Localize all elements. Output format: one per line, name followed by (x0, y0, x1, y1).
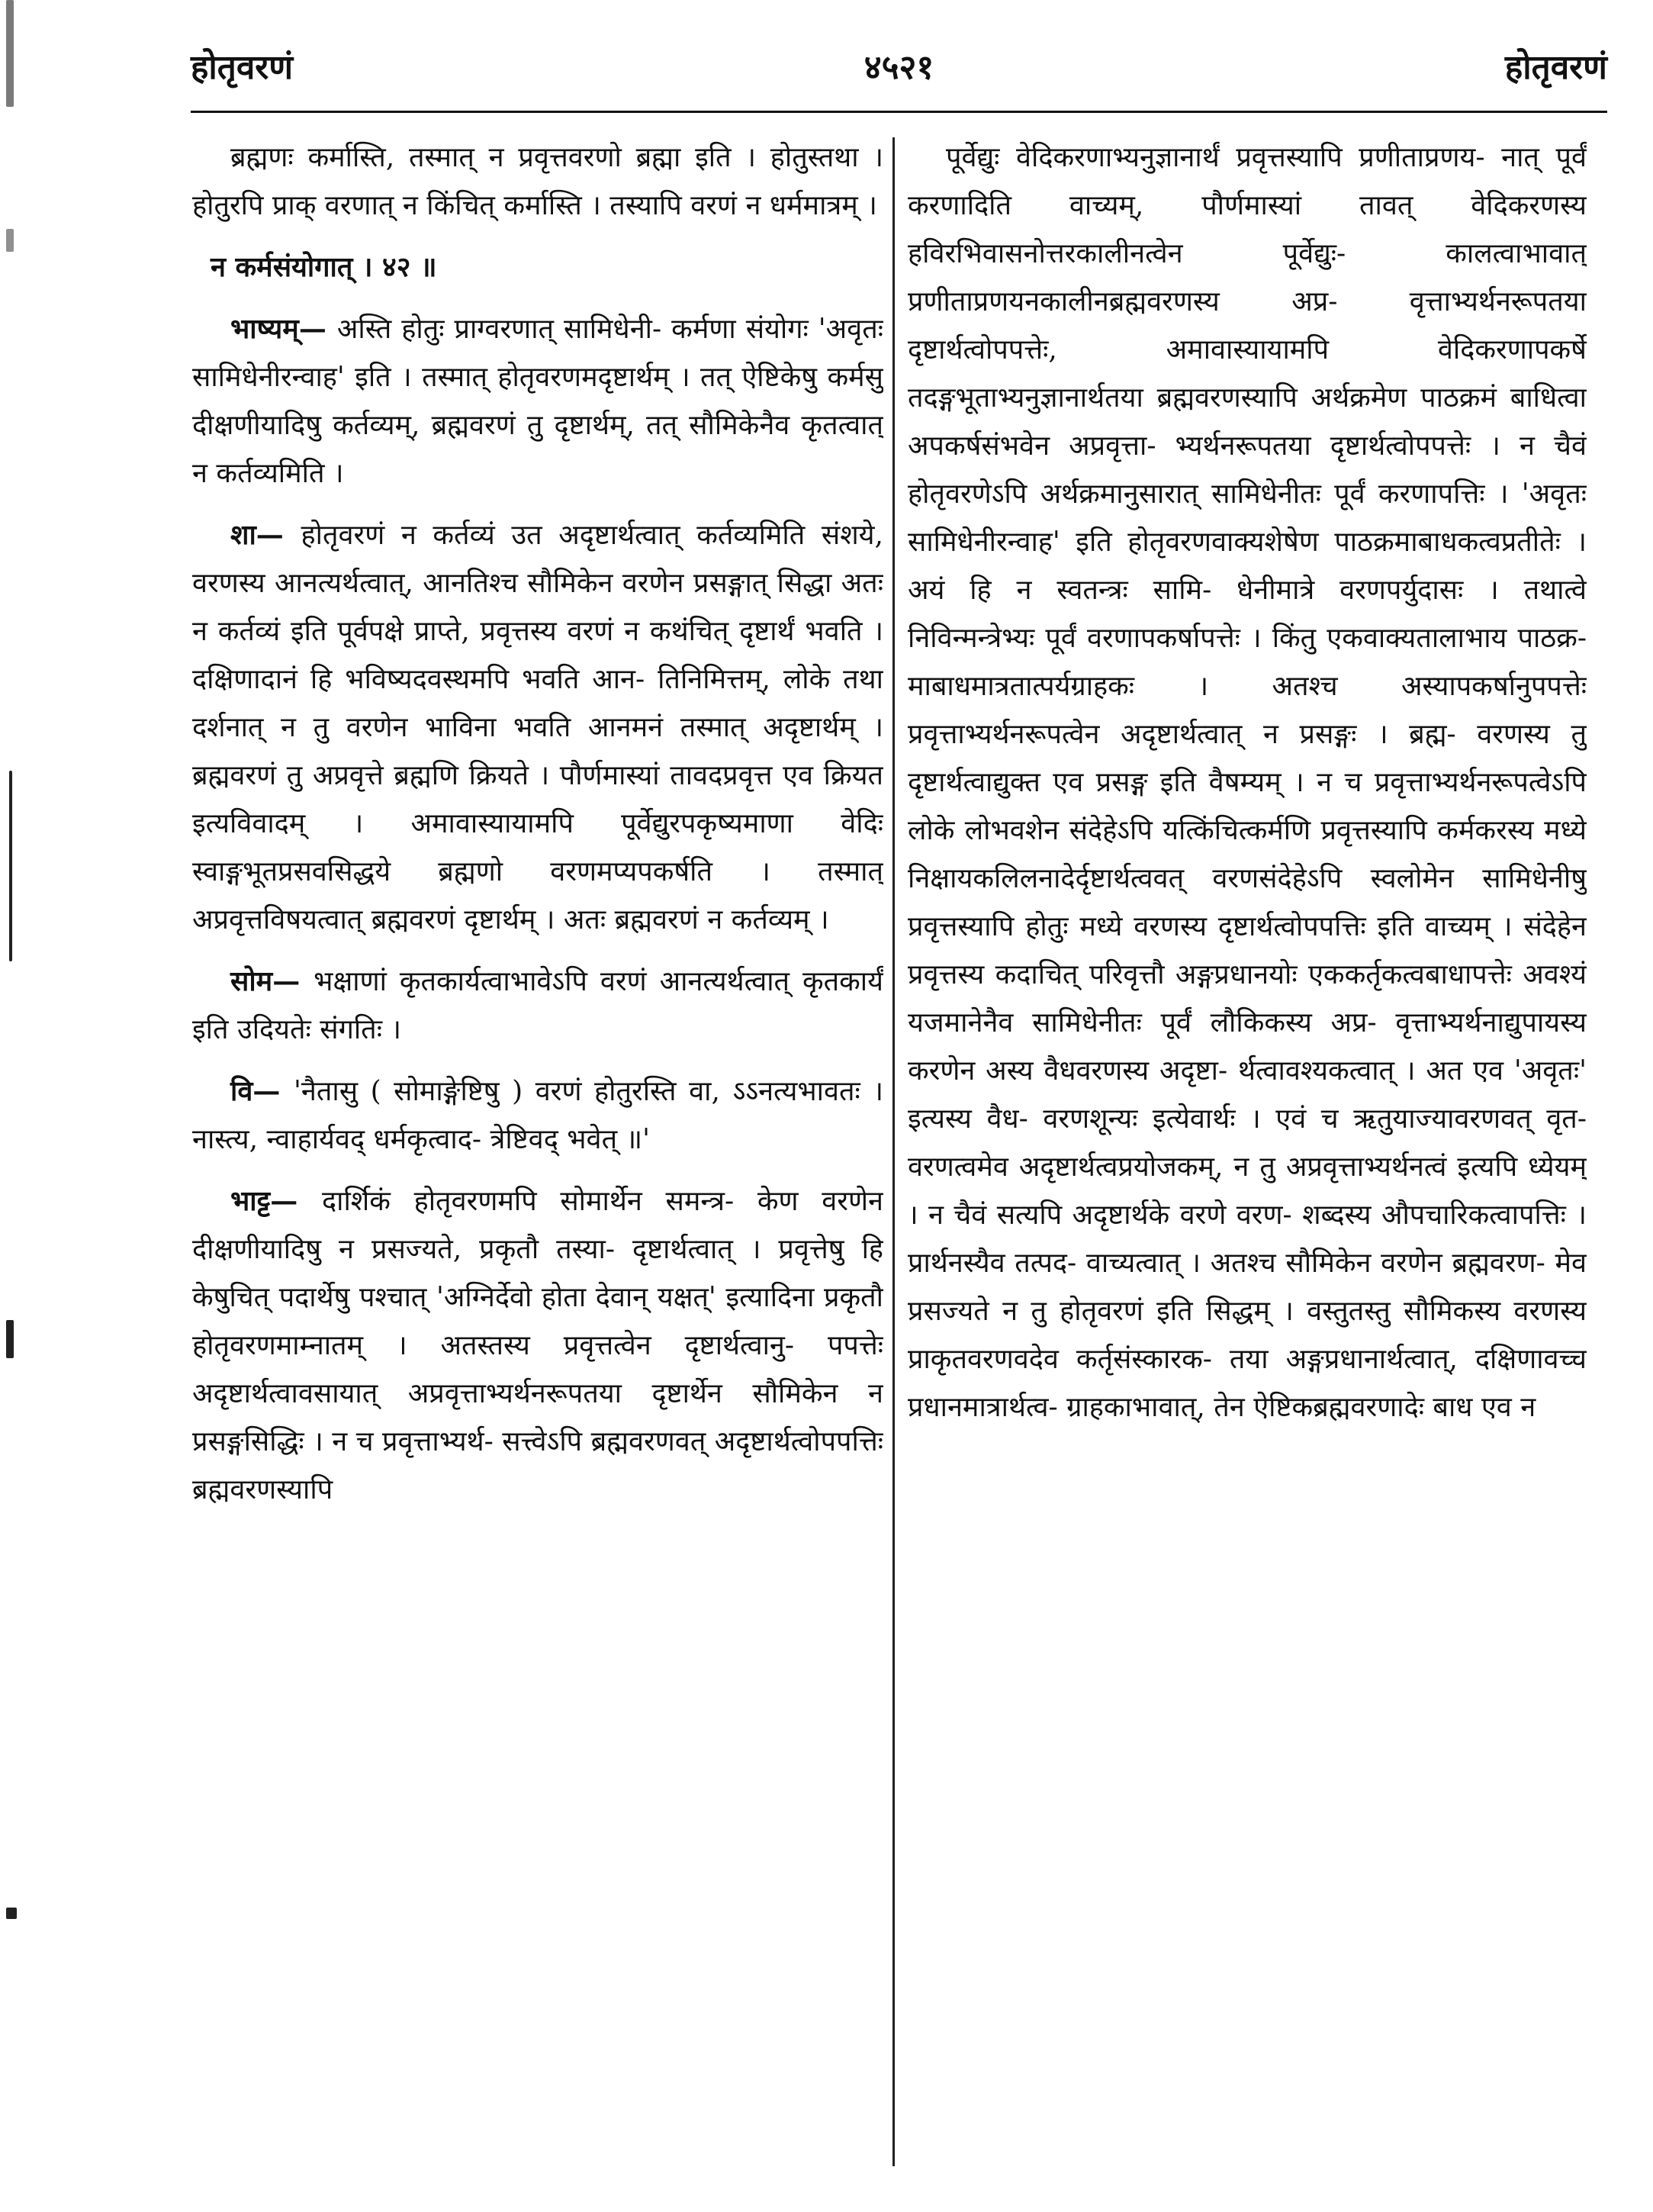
commentary-section (192, 1067, 883, 1164)
column-divider (892, 137, 895, 2166)
right-column (908, 134, 1587, 2181)
text-line: तस्मात् अप्रवृत्तविषयत्वात् ब्रह्मवरणं दृष्टार्थम् । अतः (192, 856, 883, 935)
section-label: सोम— (230, 965, 314, 997)
text-line: दार्शिकं होतृवरणमपि सोमार्थेन समन्त्र- (322, 1186, 735, 1217)
margin-mark (9, 771, 12, 961)
text-line: अर्थक्रमानुसारात् सामिधेनीतः पूर्वं करणापत्तिः । (1040, 478, 1509, 510)
sutra-text (192, 243, 883, 291)
text-line: प्रवृत्ताभ्यर्थनरूपत्वेन अदृष्टार्थत्वात् न प्रसङ्गः । ब्रह्म- (908, 719, 1456, 750)
text-line: वरणापकर्षापत्तेः । किंतु एकवाक्यतालाभाय पाठक्र- (1086, 623, 1587, 654)
text-line: ब्रह्मवरणं न कर्तव्यम् । (614, 904, 829, 935)
text-line: वरणस्य तु दृष्टार्थत्वाद्युक्त एव प्रसङ्ग इति वैषम्यम् । (908, 719, 1587, 798)
text-line: ब्रह्मणि क्रियते । पौर्णमास्यां तावदप्रवृत्त एव क्रियत (394, 760, 883, 791)
page-header (191, 31, 1607, 113)
text-line: तस्यापि वरणं न धर्ममात्रम् । (609, 190, 877, 221)
text-line: वरणत्वमेव अदृष्टार्थत्वप्रयोजकम्, न तु अप्रवृत्ताभ्यर्थनत्वं (908, 1151, 1447, 1183)
text-line: वेदिः स्वाङ्गभूतप्रसवसिद्धये ब्रह्मणो वरणमप्यपकर्षति । (192, 808, 883, 887)
commentary-section (192, 305, 883, 497)
text-line: वृत्ताभ्यर्थनाद्युपायस्य करणेन अस्य वैधवरणस्य अदृष्टा- (908, 1007, 1587, 1087)
text-line: तस्मात् होतृवरणमदृष्टार्थम् । तत् ऐष्टिकेषु कर्मसु (422, 362, 883, 393)
text-paragraph (908, 134, 1587, 1431)
text-line: भवति आनमनं तस्मात् अदृष्टार्थम् । ब्रह्मवरणं तु अप्रवृत्ते (192, 712, 883, 791)
text-line: तिनिमित्तम्, लोके तथा दर्शनात् न तु वरणेन भाविना (192, 664, 883, 743)
text-line: सौमिकेन वरणेन प्रसङ्गात् सिद्धा अतः न कर्तव्यं इति (192, 568, 883, 647)
text-line: 'नैतासु ( सोमाङ्गेष्टिषु ) वरणं होतुरस्ति (293, 1076, 677, 1107)
text-line: सौमिकस्य वरणस्य प्राकृतवरणवदेव कर्तृसंस्कारक- (908, 1296, 1587, 1375)
section-label: भाष्यम्— (230, 313, 337, 345)
text-line: त्रेष्टिवद् भवेत् ॥' (490, 1124, 650, 1155)
text-line: आनत्यर्थत्वात् कृतकार्यं इति उदियतेः संगतिः । (192, 966, 883, 1045)
text-line: कर्मणा संयोगः 'अवृतः सामिधेनीरन्वाह' इति । (192, 314, 883, 393)
text-line: दृष्टार्थेन सौमिकेन न प्रसङ्गसिद्धिः । न च प्रवृत्ताभ्यर्थ- (192, 1378, 883, 1457)
text-line: भक्षाणां कृतकार्यत्वाभावेऽपि वरणं (314, 966, 647, 997)
margin-mark (6, 1908, 17, 1919)
text-line: पपत्तेः अदृष्टार्थत्वावसायात् अप्रवृत्ताभ्यर्थनरूपतया (192, 1330, 883, 1409)
text-line: 'अवृतः सामिधेनीरन्वाह' इति होतृवरणवाक्यशेषेण (908, 478, 1587, 558)
text-line: दीक्षणीयादिषु कर्तव्यम्, ब्रह्मवरणं तु दृष्टार्थम्, तत् (192, 410, 678, 441)
margin-mark (6, 1320, 14, 1358)
text-line: पाठक्रमाबाधकत्वप्रतीतेः । अयं हि न स्वतन्त्रः सामि- (908, 526, 1587, 606)
text-line: अर्थक्रमेण पाठक्रमं बाधित्वा अपकर्षसंभवेन अप्रवृत्ता- (908, 382, 1587, 462)
text-line: 'अग्निर्देवो होता देवान् यक्षत्' इत्यादिना प्रकृतौ (436, 1282, 883, 1313)
left-column (192, 134, 883, 2181)
text-paragraph (192, 134, 883, 230)
text-line: होतुस्तथा । होतुरपि प्राक् वरणात् न किंचित् कर्मास्ति । (192, 142, 883, 221)
section-label: शा— (230, 519, 301, 551)
text-line: इत्यविवादम् । अमावास्यायामपि पूर्वेद्युरपकृष्यमाणा (192, 808, 793, 839)
text-line: न च प्रवृत्ताभ्यर्थनरूपत्वेऽपि लोके लोभवशेन (908, 767, 1587, 846)
text-line: वेदिकरणापकर्षे तदङ्गभूताभ्यनुज्ञानार्थतया ब्रह्मवरणस्यापि (908, 334, 1587, 414)
text-line: र्थत्वावश्यकत्वात् । अत एव 'अवृतः' इत्यस्य वैध- (908, 1055, 1587, 1135)
text-line: केण वरणेन दीक्षणीयादिषु न प्रसज्यते, प्रकृतौ तस्या- (192, 1186, 883, 1265)
text-line: शब्दस्य औपचारिकत्वापत्तिः । प्रार्थनस्यैव तत्पद- (908, 1199, 1587, 1279)
text-line: वेदिकरणस्य हविरभिवासनोत्तरकालीनत्वेन पूर्वेद्युः- (908, 190, 1587, 269)
commentary-section (192, 958, 883, 1054)
text-line: कालत्वाभावात् प्रणीताप्रणयनकालीनब्रह्मवरणस्य अप्र- (908, 238, 1587, 317)
text-line: कदाचित् परिवृत्तौ अङ्गप्रधानयोः एककर्तृकत्वबाधापत्तेः (995, 959, 1512, 990)
text-line: पूर्वपक्षे प्राप्ते, प्रवृत्तस्य वरणं न कथंचित् दृष्टार्थं (337, 616, 795, 647)
text-line: स्वलोमेन सामिधेनीषु प्रवृत्तस्यापि होतुः मध्ये वरणस्य (908, 863, 1587, 942)
text-line: होतृवरणमाम्नातम् । अतस्तस्य प्रवृत्तत्वेन दृष्टार्थत्वानु- (192, 1330, 795, 1361)
text-line: दृष्टार्थत्वोपपत्तिः इति वाच्यम् । संदेहेन प्रवृत्तस्य (908, 911, 1587, 990)
text-line: भवति । दक्षिणादानं हि भविष्यदवस्थमपि भवति आन- (192, 616, 883, 695)
text-line: होतृवरणं न कर्तव्यं उत अदृष्टार्थत्वात् (301, 520, 680, 551)
text-line: वाच्यत्वात् । अतश्च सौमिकेन वरणेन ब्रह्मवरण- (1085, 1248, 1545, 1279)
text-line: संदेहेऽपि यत्किंचित्कर्मणि प्रवृत्तस्यापि कर्मकरस्य (1069, 815, 1534, 846)
margin-mark (6, 229, 14, 252)
section-label: वि— (230, 1075, 294, 1107)
running-head-left: होतृवरणं (191, 48, 294, 87)
running-head-right: होतृवरणं (1504, 48, 1607, 87)
text-line: इत्यपि ध्येयम् । न चैवं सत्यपि अदृष्टार्थके वरणे वरण- (908, 1151, 1587, 1231)
text-line: ग्राहकाभावात्, तेन ऐष्टिकब्रह्मवरणादेः बाध एव न (1066, 1392, 1536, 1423)
page-number: ४५२१ (863, 48, 934, 87)
text-line: नात् पूर्वं करणादिति वाच्यम्, पौर्णमास्यां तावत् (908, 142, 1587, 221)
text-line: सत्त्वेऽपि ब्रह्मवरणवत् अदृष्टार्थत्वोपपत्तिः ब्रह्मवरणस्यापि (192, 1426, 883, 1505)
text-line: अस्ति होतुः प्राग्वरणात् सामिधेनी- (336, 314, 662, 345)
text-line: दृष्टार्थत्वात् । प्रवृत्तेषु हि केषुचित् पदार्थेषु पश्चात् (192, 1234, 883, 1313)
text-line: ब्रह्मणः कर्मास्ति, तस्मात् न प्रवृत्तवरणो ब्रह्मा इति । (230, 142, 757, 173)
text-line: पूर्वेद्युः वेदिकरणाभ्यनुज्ञानार्थं प्रवृत्तस्यापि प्रणीताप्रणय- (946, 142, 1485, 173)
text-line: न कर्मसंयोगात् । ४२ ॥ (211, 251, 437, 283)
text-line: वरणशून्यः इत्येवार्थः । एवं च ऋतुयाज्यावरणवत् वृत- (1043, 1103, 1587, 1135)
text-line: सौमिकेनैव कृतत्वात् न कर्तव्यमिति । (192, 410, 883, 489)
text-line: तया अङ्गप्रधानार्थत्वात्, दक्षिणावच्च प्रधानमात्रार्थत्व- (908, 1344, 1587, 1423)
text-line: मेव प्रसज्यते न तु होतृवरणं इति सिद्धम् । वस्तुतस्तु (908, 1248, 1587, 1327)
text-line: धेनीमात्रे वरणपर्युदासः । तथात्वे निविन्मन्त्रेभ्यः पूर्वं (908, 575, 1587, 654)
commentary-section (192, 511, 883, 944)
text-line: माबाधमात्रतात्पर्यग्राहकः । अतश्च अस्यापकर्षानुपपत्तेः (908, 671, 1587, 702)
margin-scan-marks (0, 0, 31, 2212)
section-label: भाट्ट— (230, 1185, 323, 1217)
text-line: कर्तव्यमिति संशये, वरणस्य आनत्यर्थत्वात्, आनतिश्च (192, 520, 883, 599)
text-line: मध्ये निक्षायकलिलनादेर्दृष्टार्थत्ववत् वरणसंदेहेऽपि (908, 815, 1587, 894)
text-line: वृत्ताभ्यर्थनरूपतया दृष्टार्थत्वोपपत्तेः, अमावास्यायामपि (908, 286, 1587, 365)
text-line: वा, ऽऽनत्यभावतः । नास्त्य, न्वाहार्यवद् धर्मकृत्वाद- (192, 1076, 883, 1155)
text-line: भ्यर्थनरूपतया दृष्टार्थत्वोपपत्तेः । न चैवं होतृवरणेऽपि (908, 430, 1587, 510)
margin-mark (6, 0, 14, 107)
commentary-section (192, 1177, 883, 1514)
text-line: अवश्यं यजमानेनैव सामिधेनीतः पूर्वं लौकिकस्य अप्र- (908, 959, 1587, 1038)
